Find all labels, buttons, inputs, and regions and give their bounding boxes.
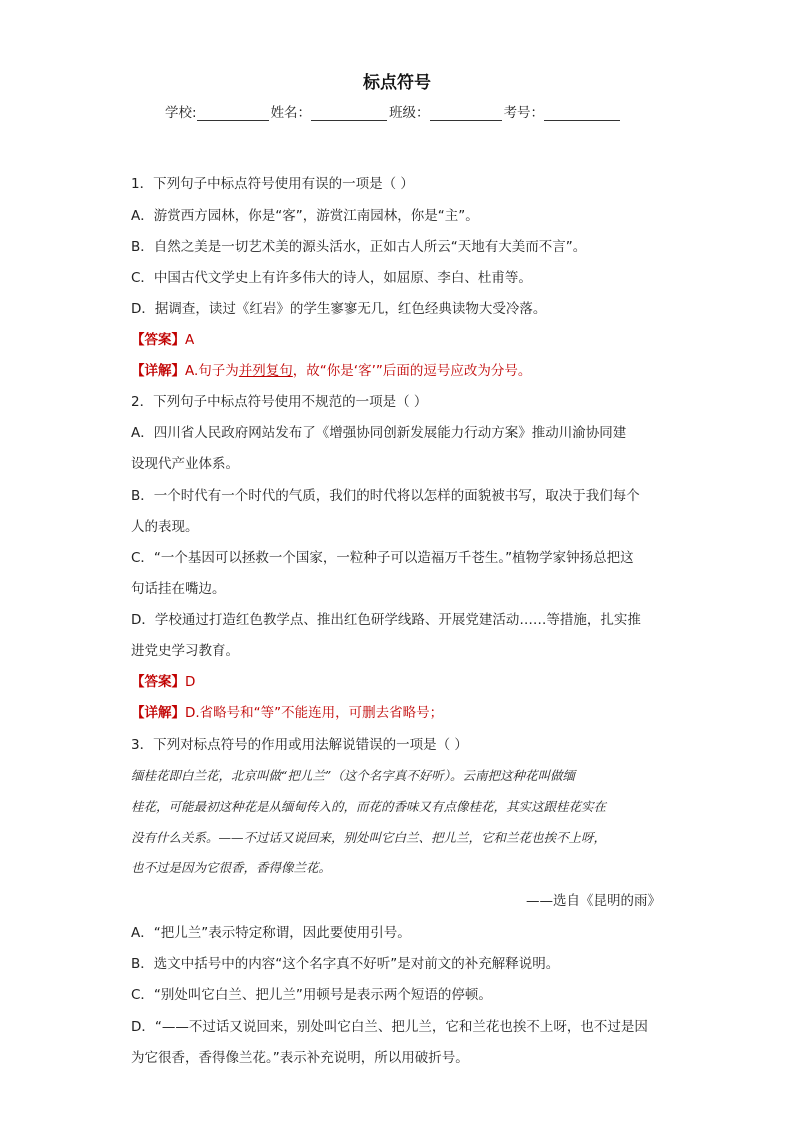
exam-no-blank[interactable] [544, 106, 620, 121]
name-blank[interactable] [311, 106, 387, 121]
q3-passage-source: ——选自《昆明的雨》 [526, 893, 661, 909]
detail-text-underlined: 并列复句 [238, 363, 293, 379]
answer-value: A [185, 332, 195, 348]
q3-passage-line3: 没有什么关系。——不过话又说回来，别处叫它白兰、把儿兰，它和兰花也挨不上呀， [131, 830, 607, 845]
detail-tag: 【详解】 [131, 705, 185, 721]
q2-detail [131, 701, 443, 721]
q3-option-d-line2: 为它很香，香得像兰花。”表示补充说明，所以用破折号。 [131, 1050, 469, 1066]
detail-text-post: ，故“你是‘客’”后面的逗号应改为分号。 [292, 363, 532, 379]
q3-stem: 3．下列对标点符号的作用或用法解说错误的一项是（ ） [131, 737, 468, 753]
q2-stem: 2．下列句子中标点符号使用不规范的一项是（ ） [131, 394, 428, 410]
detail-tag: 【详解】 [131, 363, 185, 379]
detail-text-pre: A.句子为 [185, 363, 239, 379]
q1-detail [131, 359, 531, 379]
q2-option-c-line1: C．“一个基因可以拯救一个国家，一粒种子可以造福万千苍生。”植物学家钟扬总把这 [131, 550, 634, 566]
q1-option-d: D．据调查，读过《红岩》的学生寥寥无几，红色经典读物大受冷落。 [131, 301, 547, 317]
detail-text: D.省略号和“等”不能连用，可删去省略号； [185, 705, 444, 721]
q2-option-d-line1: D．学校通过打造红色教学点、推出红色研学线路、开展党建活动……等措施，扎实推 [131, 612, 641, 628]
q1-option-b: B．自然之美是一切艺术美的源头活水，正如古人所云“天地有大美而不言”。 [131, 239, 587, 255]
q2-option-a-line1: A．四川省人民政府网站发布了《增强协同创新发展能力行动方案》推动川渝协同建 [131, 425, 627, 441]
q1-stem: 1．下列句子中标点符号使用有误的一项是（ ） [131, 176, 414, 192]
q3-option-a: A．“把儿兰”表示特定称谓，因此要使用引号。 [131, 925, 411, 941]
student-info-line [165, 101, 622, 121]
page-title: 标点符号 [363, 73, 431, 93]
q3-passage-line1: 缅桂花即白兰花，北京叫做“把儿兰”（这个名字真不好听）。云南把这种花叫做缅 [131, 768, 576, 783]
q3-option-b: B．选文中括号中的内容“这个名字真不好听”是对前文的补充解释说明。 [131, 956, 560, 972]
q3-passage-line2: 桂花，可能最初这种花是从缅甸传入的，而花的香味又有点像桂花，其实这跟桂花实在 [131, 799, 607, 814]
q1-option-c: C．中国古代文学史上有许多伟大的诗人，如屈原、李白、杜甫等。 [131, 270, 532, 286]
school-blank[interactable] [197, 106, 269, 121]
class-label: 班级： [389, 105, 430, 121]
answer-value: D [185, 674, 196, 690]
q2-option-b-line1: B．一个时代有一个时代的气质，我们的时代将以怎样的面貌被书写，取决于我们每个 [131, 488, 640, 504]
answer-tag: 【答案】 [131, 332, 185, 348]
q3-option-d-line1: D．“——不过话又说回来，别处叫它白兰、把儿兰，它和兰花也挨不上呀，也不过是因 [131, 1019, 648, 1035]
q3-option-c: C．“别处叫它白兰、把儿兰”用顿号是表示两个短语的停顿。 [131, 987, 492, 1003]
q2-answer [131, 670, 195, 690]
q2-option-a-line2: 设现代产业体系。 [131, 456, 239, 472]
exam-no-label: 考号： [503, 105, 545, 121]
class-blank[interactable] [430, 106, 502, 121]
q3-passage-line4: 也不过是因为它很香，香得像兰花。 [131, 860, 332, 875]
q1-option-a: A．游赏西方园林，你是“客”，游赏江南园林，你是“主”。 [131, 208, 479, 224]
q2-option-d-line2: 进党史学习教育。 [131, 643, 239, 659]
q1-answer [131, 328, 194, 348]
name-label: 姓名： [270, 105, 312, 121]
answer-tag: 【答案】 [131, 674, 185, 690]
school-label: 学校: [165, 105, 197, 121]
q2-option-b-line2: 人的表现。 [131, 519, 199, 535]
q2-option-c-line2: 句话挂在嘴边。 [131, 581, 226, 597]
